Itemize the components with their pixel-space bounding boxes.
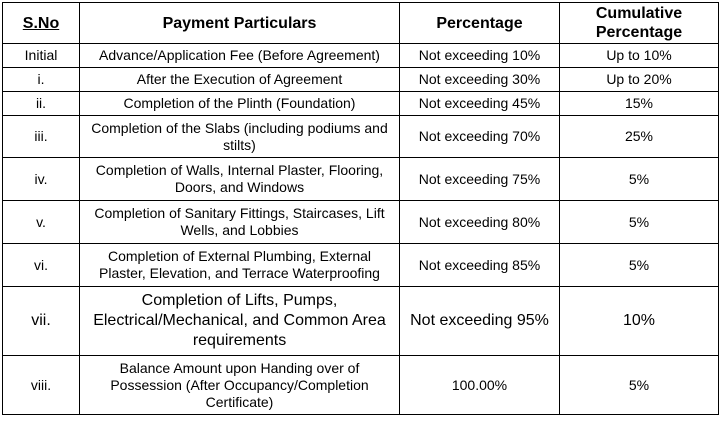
header-cumulative: Cumulative Percentage [560, 3, 719, 44]
cell-particulars: After the Execution of Agreement [80, 68, 400, 92]
header-sno: S.No [3, 3, 80, 44]
cell-percentage: Not exceeding 45% [400, 92, 560, 116]
cell-sno: vii. [3, 287, 80, 356]
cell-percentage: Not exceeding 80% [400, 201, 560, 244]
header-row [3, 3, 719, 44]
table-row [3, 68, 719, 92]
cell-cumulative: 5% [560, 158, 719, 201]
cell-cumulative: 5% [560, 356, 719, 415]
table-row [3, 244, 719, 287]
table-row [3, 44, 719, 68]
cell-cumulative: 5% [560, 201, 719, 244]
table-row [3, 201, 719, 244]
cell-particulars: Completion of Walls, Internal Plaster, Flooring, Doors, and Windows [80, 158, 400, 201]
cell-percentage: Not exceeding 70% [400, 116, 560, 158]
cell-cumulative: 15% [560, 92, 719, 116]
cell-particulars: Balance Amount upon Handing over of Possession (After Occupancy/Completion Certificate) [80, 356, 400, 415]
cell-percentage: Not exceeding 10% [400, 44, 560, 68]
header-percentage: Percentage [400, 3, 560, 44]
table-row [3, 158, 719, 201]
cell-particulars: Advance/Application Fee (Before Agreement) [80, 44, 400, 68]
table-row [3, 116, 719, 158]
cell-particulars: Completion of External Plumbing, External Plaster, Elevation, and Terrace Waterproofing [80, 244, 400, 287]
cell-sno: ii. [3, 92, 80, 116]
cell-particulars: Completion of Lifts, Pumps, Electrical/Mechanical, and Common Area requirements [80, 287, 400, 356]
cell-cumulative: 10% [560, 287, 719, 356]
cell-particulars: Completion of the Slabs (including podiums and stilts) [80, 116, 400, 158]
cell-percentage: 100.00% [400, 356, 560, 415]
cell-cumulative: Up to 10% [560, 44, 719, 68]
cell-sno: v. [3, 201, 80, 244]
cell-sno: Initial [3, 44, 80, 68]
cell-sno: viii. [3, 356, 80, 415]
header-particulars: Payment Particulars [80, 3, 400, 44]
cell-particulars: Completion of the Plinth (Foundation) [80, 92, 400, 116]
cell-cumulative: 25% [560, 116, 719, 158]
table-row [3, 92, 719, 116]
table-row [3, 356, 719, 415]
cell-cumulative: Up to 20% [560, 68, 719, 92]
cell-sno: vi. [3, 244, 80, 287]
cell-sno: iii. [3, 116, 80, 158]
cell-percentage: Not exceeding 95% [400, 287, 560, 356]
cell-sno: i. [3, 68, 80, 92]
cell-particulars: Completion of Sanitary Fittings, Staircases, Lift Wells, and Lobbies [80, 201, 400, 244]
payment-schedule-table [2, 2, 719, 415]
cell-percentage: Not exceeding 75% [400, 158, 560, 201]
cell-percentage: Not exceeding 30% [400, 68, 560, 92]
cell-percentage: Not exceeding 85% [400, 244, 560, 287]
table-row [3, 287, 719, 356]
cell-cumulative: 5% [560, 244, 719, 287]
cell-sno: iv. [3, 158, 80, 201]
